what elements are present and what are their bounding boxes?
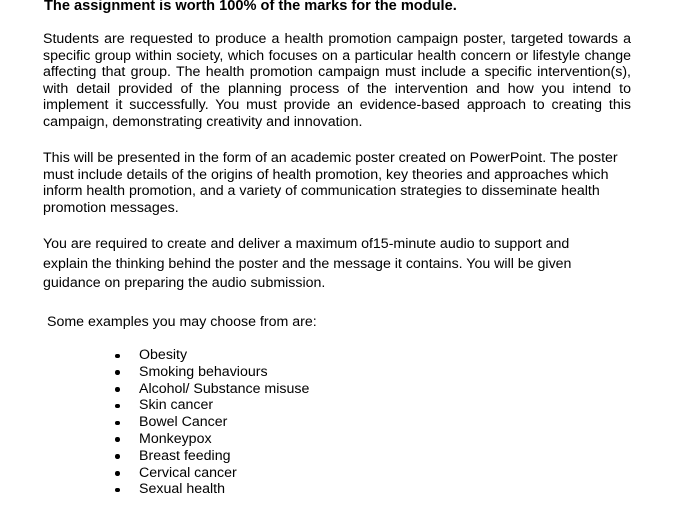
list-item-label: Smoking behaviours [139,363,268,380]
list-item-label: Cervical cancer [139,464,237,481]
examples-intro: Some examples you may choose from are: [47,314,317,330]
bullet-icon [115,387,120,392]
list-item [112,431,309,448]
list-item [112,381,309,398]
list-item-label: Bowel Cancer [139,414,228,431]
list-item [112,465,309,482]
audio-requirement-paragraph: You are required to create and deliver a maximum of15-minute audio to support and explain the thinking behind the poster and the message it contains. You will be given guidance on preparing the audio submission. [43,236,572,292]
list-item [112,448,309,465]
bullet-icon [115,488,120,493]
list-item [112,481,309,498]
examples-list [112,347,309,498]
bullet-icon [115,437,120,442]
assignment-weight-heading: The assignment is worth 100% of the marks for the module. [44,0,457,14]
bullet-icon [115,370,120,375]
poster-format-paragraph: This will be presented in the form of an academic poster created on PowerPoint. The poster must include details of the origins of health promotion, key theories and approaches which inform health promotion, and a variety of communication strategies to disseminate health promotion messages. [43,150,618,216]
bullet-icon [115,404,120,409]
bullet-icon [115,354,120,359]
list-item-label: Alcohol/ Substance misuse [139,380,310,397]
list-item-label: Breast feeding [139,447,231,464]
list-item [112,414,309,431]
list-item-label: Sexual health [139,481,225,498]
list-item [112,364,309,381]
bullet-icon [115,421,120,426]
list-item [112,347,309,364]
bullet-icon [115,471,120,476]
bullet-icon [115,454,120,459]
list-item [112,397,309,414]
list-item-label: Monkeypox [139,430,212,447]
list-item-label: Skin cancer [139,397,214,414]
list-item-label: Obesity [139,347,188,363]
campaign-description-paragraph: Students are requested to produce a health promotion campaign poster, targeted towards a specific group within society, which focuses on a particular health concern or lifestyle change affecting that group. The health promotion campaign must include a specific intervention(s), with detail provided of the planning process of the intervention and how you intend to implement it successfully. You must provide an evidence-based approach to creating this campaign, demonstrating creativity and innovation. [43,31,631,130]
